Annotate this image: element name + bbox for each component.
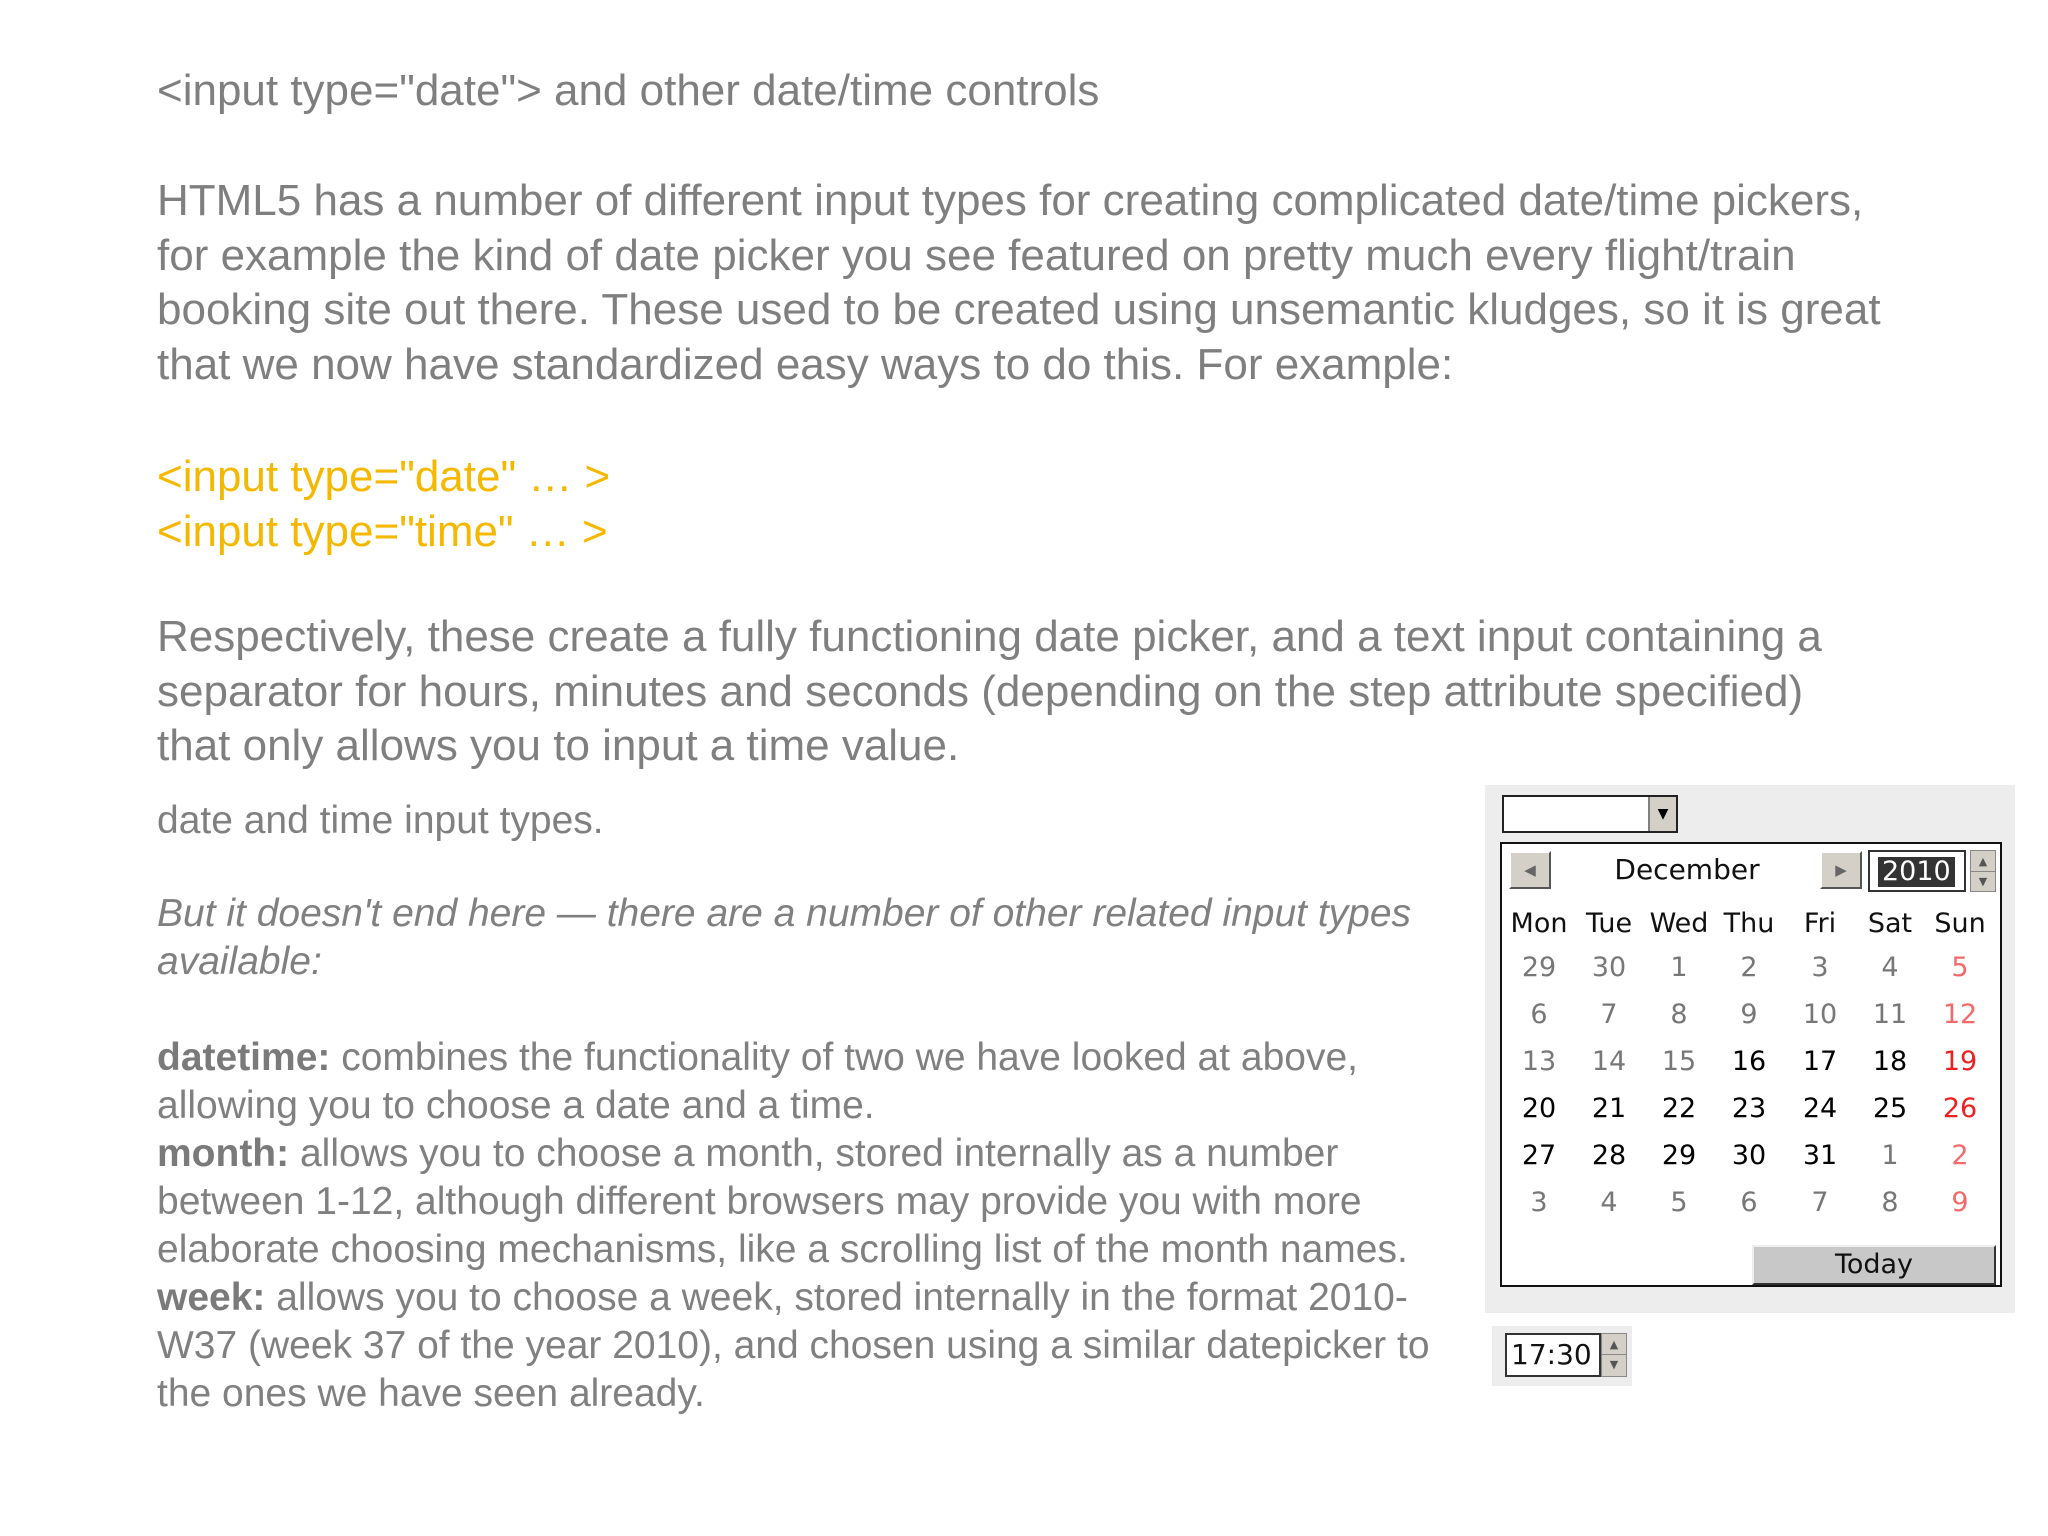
intro-line: that we now have standardized easy ways to do this. For example: [157, 339, 1454, 389]
calendar-day[interactable]: 14 [1591, 1046, 1627, 1077]
slide-title: <input type="date"> and other date/time controls [157, 66, 1100, 115]
calendar-day[interactable]: 24 [1802, 1093, 1838, 1124]
calendar-week-row [1502, 1038, 2004, 1085]
calendar-day[interactable]: 5 [1951, 952, 1969, 983]
weekday-label: Thu [1723, 908, 1775, 939]
intro-line: booking site out there. These used to be created using unsemantic kludges, so it is great [157, 285, 1881, 334]
calendar-day[interactable]: 26 [1942, 1093, 1978, 1124]
date-input-field[interactable] [1502, 795, 1678, 833]
calendar-day[interactable]: 7 [1811, 1187, 1829, 1218]
calendar-day[interactable]: 6 [1530, 999, 1548, 1030]
calendar-week-row [1502, 1132, 2004, 1179]
calendar-day[interactable]: 23 [1731, 1093, 1767, 1124]
weekday-label: Tue [1585, 908, 1633, 939]
respectively-line: Respectively, these create a fully functioning date picker, and a text input containing a [157, 612, 1822, 661]
time-input-panel [1492, 1326, 1632, 1386]
week-term: week: [157, 1276, 266, 1319]
month-label: December [1614, 853, 1760, 886]
calendar-day[interactable]: 3 [1530, 1187, 1548, 1218]
calendar-day[interactable]: 1 [1881, 1140, 1899, 1171]
datetime-line [157, 1034, 1430, 1082]
calendar-day[interactable]: 1 [1670, 952, 1688, 983]
code-example [157, 449, 610, 559]
calendar-day[interactable]: 18 [1872, 1046, 1908, 1077]
italic-line: available: [157, 940, 322, 983]
dropdown-arrow-icon[interactable]: ▼ [1648, 797, 1676, 831]
caption: date and time input types. [157, 799, 604, 842]
italic-line: But it doesn't end here — there are a number of other related input types [157, 892, 1412, 935]
datetime-desc: combines the functionality of two we have looked at above, [330, 1036, 1358, 1079]
next-month-button[interactable] [1820, 851, 1862, 889]
year-value: 2010 [1878, 857, 1955, 887]
year-up-arrow-icon[interactable]: ▲ [1971, 851, 1995, 872]
calendar-day[interactable]: 2 [1740, 952, 1758, 983]
calendar-week-row [1502, 944, 2004, 991]
respectively-line: that only allows you to input a time value. [157, 721, 960, 770]
week-line [157, 1274, 1430, 1322]
intro-paragraph [157, 174, 1881, 392]
weekday-label: Mon [1510, 908, 1568, 939]
year-spinner[interactable] [1970, 850, 1996, 892]
calendar-day[interactable]: 28 [1591, 1140, 1627, 1171]
calendar-day[interactable]: 7 [1600, 999, 1618, 1030]
calendar-day[interactable]: 10 [1802, 999, 1838, 1030]
year-input[interactable] [1868, 850, 1966, 892]
code-line-time: <input type="time" … > [157, 507, 608, 556]
calendar-day[interactable]: 27 [1521, 1140, 1557, 1171]
calendar-day[interactable]: 8 [1670, 999, 1688, 1030]
calendar-day[interactable]: 6 [1740, 1187, 1758, 1218]
week-desc: allows you to choose a week, stored internally in the format 2010- [265, 1276, 1408, 1319]
calendar-day[interactable]: 4 [1600, 1187, 1618, 1218]
date-picker-panel [1485, 785, 2015, 1313]
weekday-header [1502, 904, 2004, 944]
respectively-paragraph [157, 610, 1822, 774]
intro-line: HTML5 has a number of different input types for creating complicated date/time pickers, [157, 176, 1864, 225]
calendar-day[interactable]: 13 [1521, 1046, 1557, 1077]
calendar-day[interactable]: 22 [1661, 1093, 1697, 1124]
calendar-week-row [1502, 1179, 2004, 1226]
calendar-day[interactable]: 4 [1881, 952, 1899, 983]
calendar-day[interactable]: 12 [1942, 999, 1978, 1030]
time-up-arrow-icon[interactable]: ▲ [1602, 1334, 1626, 1355]
weekday-label: Wed [1649, 908, 1709, 939]
calendar-week-row [1502, 1085, 2004, 1132]
today-button[interactable]: Today [1752, 1245, 1996, 1285]
month-desc: allows you to choose a month, stored internally as a number [289, 1132, 1339, 1175]
week-line-2: W37 (week 37 of the year 2010), and chosen using a similar datepicker to [157, 1324, 1430, 1367]
calendar-popup [1500, 842, 2002, 1287]
prev-month-button[interactable] [1509, 851, 1551, 889]
left-arrow-icon: ◀ [1524, 861, 1536, 879]
calendar-day[interactable]: 16 [1731, 1046, 1767, 1077]
calendar-day[interactable]: 5 [1670, 1187, 1688, 1218]
calendar-day[interactable]: 8 [1881, 1187, 1899, 1218]
calendar-day[interactable]: 17 [1802, 1046, 1838, 1077]
calendar-day[interactable]: 3 [1811, 952, 1829, 983]
year-down-arrow-icon[interactable]: ▼ [1978, 874, 1988, 888]
calendar-day[interactable]: 21 [1591, 1093, 1627, 1124]
time-down-arrow-icon[interactable]: ▼ [1609, 1357, 1619, 1371]
code-line-date: <input type="date" … > [157, 452, 611, 501]
week-line-3: the ones we have seen already. [157, 1372, 705, 1415]
calendar-day[interactable]: 2 [1951, 1140, 1969, 1171]
calendar-day[interactable]: 30 [1731, 1140, 1767, 1171]
weekday-label: Sun [1934, 908, 1986, 939]
intro-line: for example the kind of date picker you see featured on pretty much every flight/train [157, 230, 1796, 280]
calendar-day[interactable]: 30 [1591, 952, 1627, 983]
datetime-term: datetime: [157, 1036, 331, 1079]
calendar-day[interactable]: 19 [1942, 1046, 1978, 1077]
time-input[interactable]: 17:30 [1505, 1333, 1601, 1377]
month-line [157, 1130, 1430, 1178]
weekday-label: Sat [1867, 908, 1913, 939]
month-line-2: between 1-12, although different browsers may provide you with more [157, 1180, 1362, 1223]
calendar-day[interactable]: 20 [1521, 1093, 1557, 1124]
right-arrow-icon: ▶ [1835, 861, 1847, 879]
calendar-week-row [1502, 991, 2004, 1038]
datetime-line-2: allowing you to choose a date and a time. [157, 1084, 875, 1127]
month-term: month: [157, 1132, 290, 1175]
calendar-day[interactable]: 29 [1521, 952, 1557, 983]
calendar-day[interactable]: 15 [1661, 1046, 1697, 1077]
calendar-day[interactable]: 29 [1661, 1140, 1697, 1171]
italic-note [157, 890, 1411, 986]
input-types-list [157, 1034, 1430, 1418]
calendar-day[interactable]: 9 [1740, 999, 1758, 1030]
calendar-day[interactable]: 9 [1951, 1187, 1969, 1218]
month-line-3: elaborate choosing mechanisms, like a scrolling list of the month names. [157, 1228, 1408, 1271]
calendar-day[interactable]: 31 [1802, 1140, 1838, 1171]
calendar-day[interactable]: 11 [1872, 999, 1908, 1030]
respectively-line: separator for hours, minutes and seconds (depending on the step attribute specified) [157, 666, 1804, 716]
calendar-day[interactable]: 25 [1872, 1093, 1908, 1124]
weekday-label: Fri [1803, 908, 1837, 939]
time-spinner[interactable] [1601, 1333, 1627, 1377]
